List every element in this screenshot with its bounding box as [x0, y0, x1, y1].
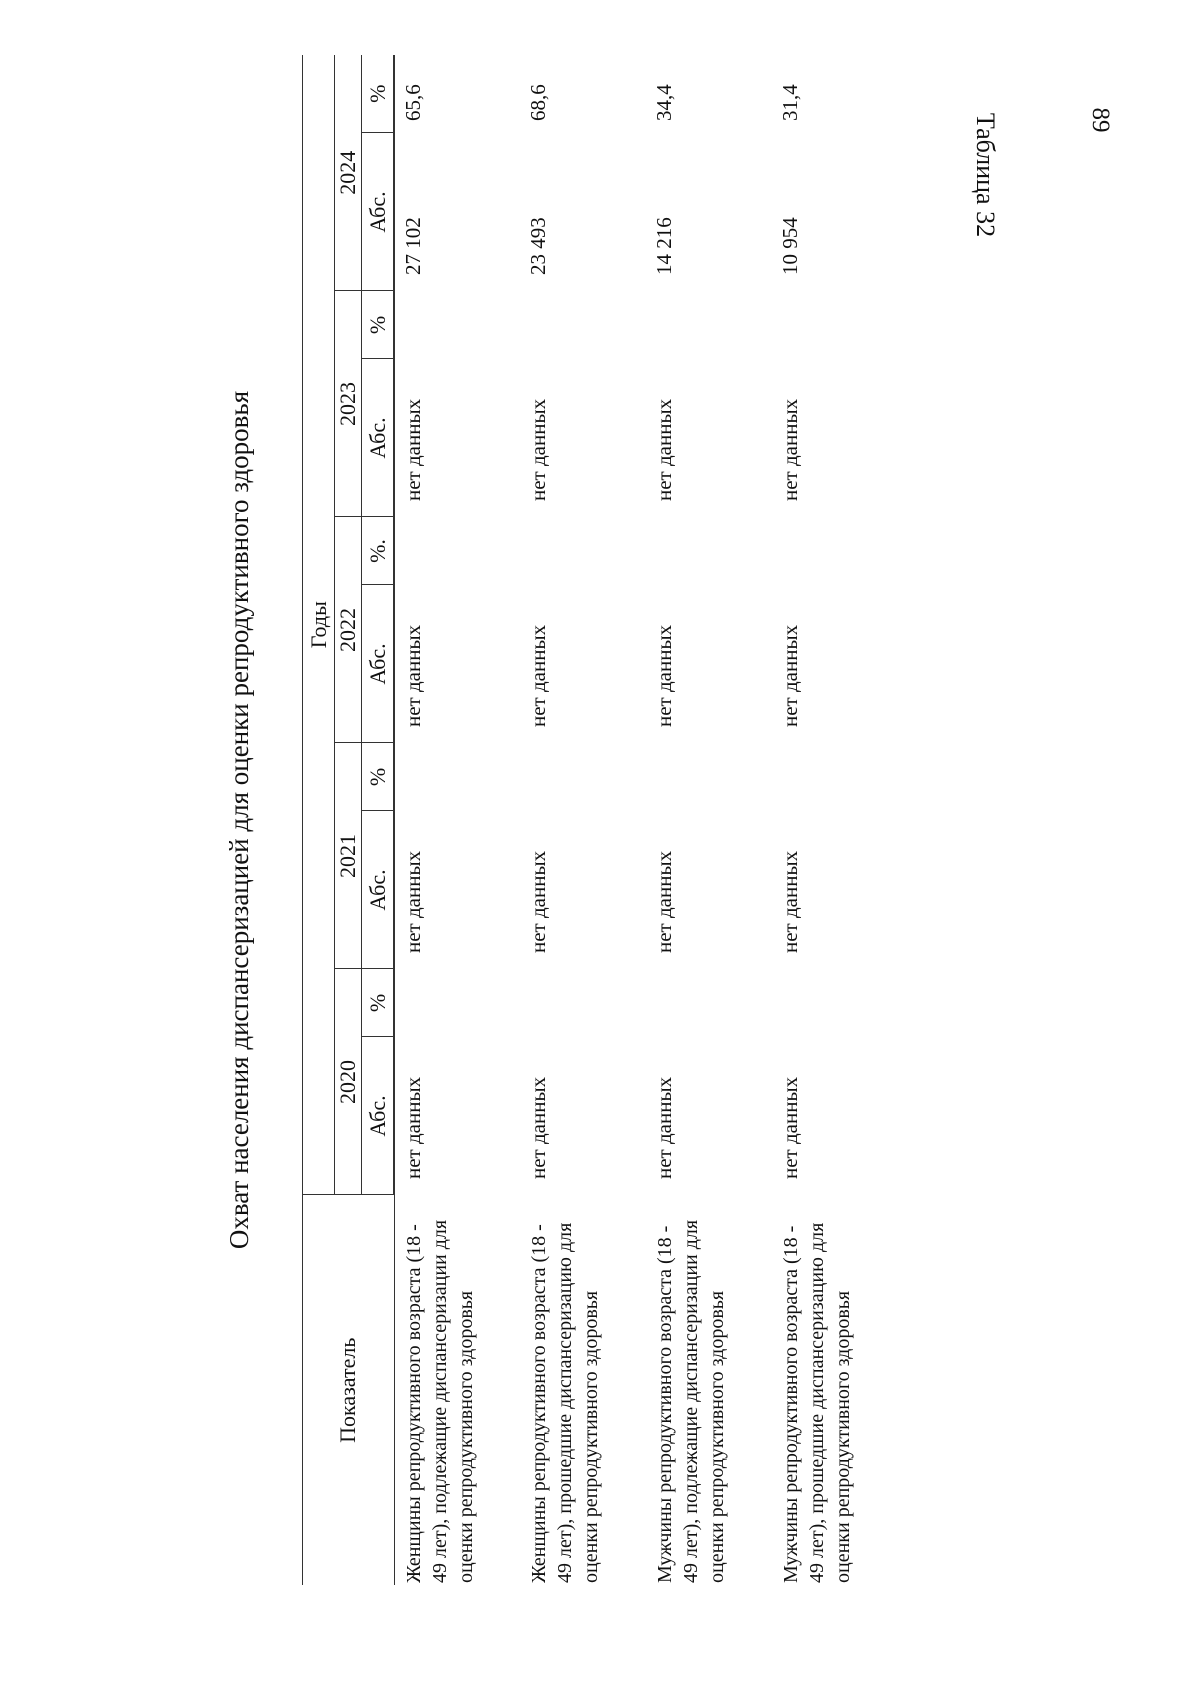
- indicator-cell: Мужчины репродуктивного возраста (18 - 49 лет), подлежащие диспансеризации для оценки репродуктивного здоровья: [654, 1219, 728, 1583]
- pct-value-cell: [772, 969, 898, 1037]
- page-number: 89: [1087, 107, 1114, 133]
- pct-header: %: [362, 969, 395, 1037]
- pct-value-cell: [646, 969, 772, 1037]
- abs-value-cell: нет данных: [401, 624, 425, 727]
- pct-value-cell: [772, 291, 898, 359]
- pct-header: %: [362, 55, 395, 133]
- abs-value-cell: 10 954: [778, 217, 802, 275]
- pct-value-cell: [646, 291, 772, 359]
- pct-value-cell: [520, 969, 646, 1037]
- pct-value-cell: 31,4: [778, 84, 802, 121]
- abs-value-cell: 27 102: [401, 217, 425, 275]
- abs-value-cell: нет данных: [652, 850, 676, 953]
- year-header-2020: 2020: [335, 969, 362, 1195]
- table-title: Охват населения диспансеризацией для оценки репродуктивного здоровья: [224, 390, 254, 1250]
- table-row: [646, 55, 772, 1585]
- pct-value-cell: [772, 743, 898, 811]
- pct-value-cell: 68,6: [526, 84, 550, 121]
- pct-value-cell: [520, 291, 646, 359]
- abs-value-cell: нет данных: [526, 850, 550, 953]
- coverage-table: [302, 55, 898, 1585]
- abs-value-cell: нет данных: [778, 624, 802, 727]
- abs-header: Абс.: [362, 585, 395, 743]
- pct-value-cell: [394, 517, 520, 585]
- pct-value-cell: [520, 743, 646, 811]
- abs-value-cell: нет данных: [652, 398, 676, 501]
- pct-value-cell: [394, 291, 520, 359]
- pct-value-cell: [772, 517, 898, 585]
- years-header: Годы: [303, 55, 335, 1195]
- pct-header: %.: [362, 517, 395, 585]
- pct-header: %: [362, 291, 395, 359]
- abs-value-cell: нет данных: [526, 1076, 550, 1179]
- pct-value-cell: [394, 969, 520, 1037]
- abs-header: Абс.: [362, 811, 395, 969]
- abs-value-cell: 23 493: [526, 217, 550, 275]
- abs-value-cell: нет данных: [652, 624, 676, 727]
- indicator-cell: Мужчины репродуктивного возраста (18 - 49 лет), прошедшие диспансеризацию для оценки репродуктивного здоровья: [780, 1222, 854, 1583]
- abs-header: Абс.: [362, 1037, 395, 1195]
- pct-header: %: [362, 743, 395, 811]
- year-header-2021: 2021: [335, 743, 362, 969]
- abs-value-cell: нет данных: [652, 1076, 676, 1179]
- table-label: Таблица 32: [971, 112, 1000, 238]
- pct-value-cell: 34,4: [652, 84, 676, 121]
- table-row: [520, 55, 646, 1585]
- indicator-cell: Женщины репродуктивного возраста (18 - 49 лет), подлежащие диспансеризации для оценки репродуктивного здоровья: [402, 1219, 477, 1583]
- table-row: [394, 55, 520, 1585]
- year-header-2023: 2023: [335, 291, 362, 517]
- table-row: [772, 55, 898, 1585]
- pct-value-cell: 65,6: [401, 84, 425, 121]
- abs-value-cell: нет данных: [526, 624, 550, 727]
- pct-value-cell: [646, 517, 772, 585]
- abs-value-cell: нет данных: [526, 398, 550, 501]
- abs-value-cell: нет данных: [778, 1076, 802, 1179]
- abs-header: Абс.: [362, 133, 395, 291]
- abs-value-cell: нет данных: [401, 1076, 425, 1179]
- pct-value-cell: [394, 743, 520, 811]
- abs-value-cell: нет данных: [778, 850, 802, 953]
- year-header-2024: 2024: [335, 55, 362, 291]
- indicator-header: Показатель: [303, 1195, 395, 1585]
- indicator-cell: Женщины репродуктивного возраста (18 - 49 лет), прошедшие диспансеризацию для оценки репродуктивного здоровья: [528, 1222, 602, 1583]
- pct-value-cell: [646, 743, 772, 811]
- abs-value-cell: нет данных: [778, 398, 802, 501]
- pct-value-cell: [520, 517, 646, 585]
- abs-value-cell: нет данных: [401, 850, 425, 953]
- rotated-table-frame: [220, 25, 980, 1615]
- abs-header: Абс.: [362, 359, 395, 517]
- year-header-2022: 2022: [335, 517, 362, 743]
- abs-value-cell: нет данных: [401, 398, 425, 501]
- abs-value-cell: 14 216: [652, 217, 676, 275]
